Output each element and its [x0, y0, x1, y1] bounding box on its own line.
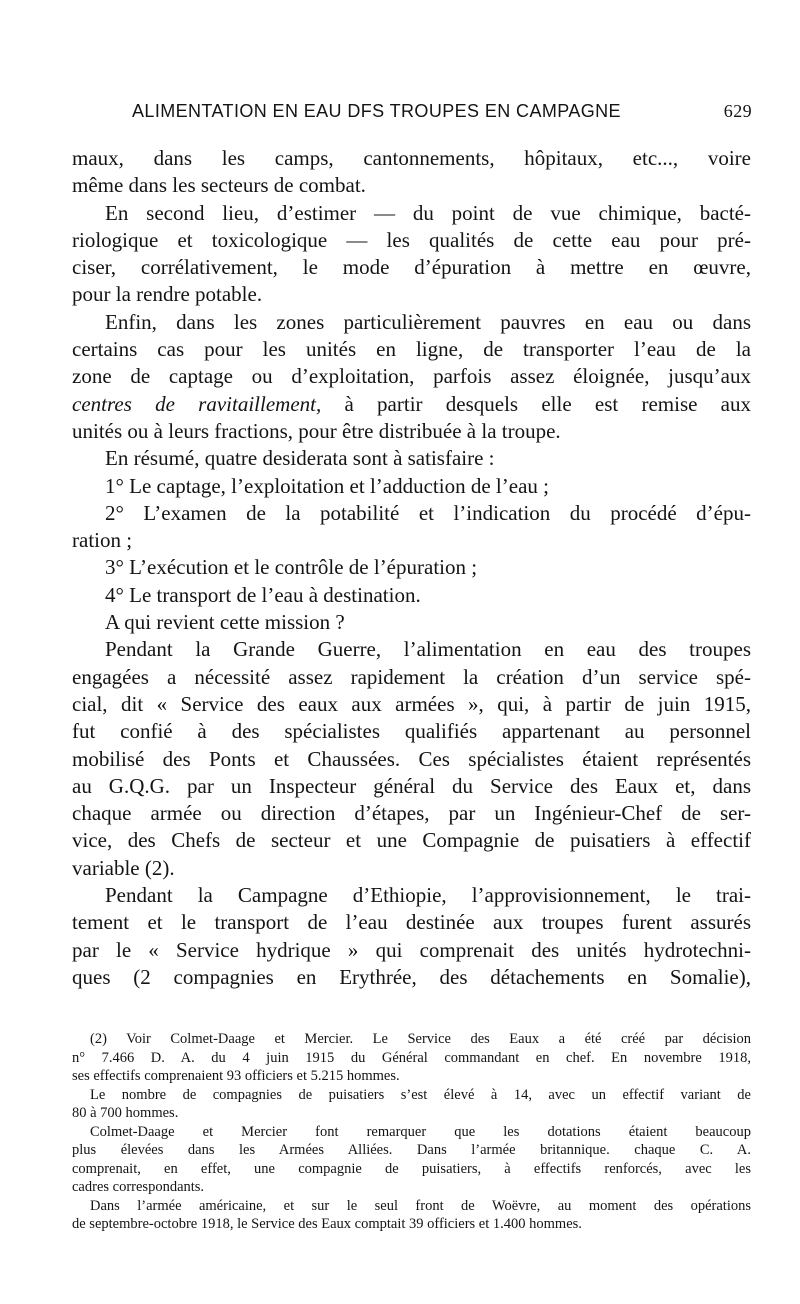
- text-line: vice, des Chefs de secteur et une Compagnie de puisatiers à effectif: [72, 828, 751, 853]
- text-line: ques (2 compagnies en Erythrée, des détachements en Somalie),: [72, 964, 751, 989]
- footnote-line: plus élevées dans les Armées Alliées. Dans l’armée britannique. chaque C. A.: [72, 1142, 751, 1158]
- text-line: fut confié à des spécialistes qualifiés appartenant au personnel: [72, 719, 751, 744]
- footnote-line: 80 à 700 hommes.: [72, 1105, 179, 1121]
- footnote-line: ses effectifs comprenaient 93 officiers et 5.215 hommes.: [72, 1068, 400, 1084]
- text-line: au G.Q.G. par un Inspecteur général du Service des Eaux et, dans: [72, 773, 751, 798]
- text-line: En résumé, quatre desiderata sont à satisfaire :: [105, 446, 495, 471]
- footnote-line: Le nombre de compagnies de puisatiers s’est élevé à 14, avec un effectif variant de: [90, 1086, 751, 1103]
- page-number: 629: [723, 101, 752, 121]
- text-line: En second lieu, d’estimer — du point de vue chimique, bacté-: [105, 200, 751, 225]
- main-text: [72, 145, 751, 991]
- footnote-line: de septembre-octobre 1918, le Service des Eaux comptait 39 officiers et 1.400 hommes.: [72, 1216, 582, 1232]
- line-text: à partir desquels elle est remise aux: [344, 391, 751, 416]
- footnote-line: Colmet-Daage et Mercier font remarquer que les dotations étaient beaucoup: [90, 1123, 751, 1140]
- text-line: 4° Le transport de l’eau à destination.: [105, 582, 421, 607]
- footnote-line: comprenait, en effet, une compagnie de puisatiers, à effectifs renforcés, avec les: [72, 1160, 751, 1177]
- text-line: ciser, corrélativement, le mode d’épuration à mettre en œuvre,: [72, 255, 751, 280]
- text-line: Enfin, dans les zones particulièrement pauvres en eau ou dans: [105, 309, 751, 334]
- text-line: A qui revient cette mission ?: [105, 610, 345, 635]
- text-line: Pendant la Grande Guerre, l’alimentation en eau des troupes: [105, 637, 751, 662]
- footnote-line: Dans l’armée américaine, et sur le seul front de Woëvre, au moment des opérations: [90, 1197, 751, 1214]
- text-line: certains cas pour les unités en ligne, de transporter l’eau de la: [72, 337, 751, 362]
- footnote-line: n° 7.466 D. A. du 4 juin 1915 du Général commandant en chef. En novembre 1918,: [72, 1049, 751, 1066]
- text-line: unités ou à leurs fractions, pour être distribuée à la troupe.: [72, 418, 561, 443]
- text-line: Pendant la Campagne d’Ethiopie, l’approvisionnement, le trai-: [105, 883, 751, 908]
- text-line: [72, 391, 751, 418]
- text-line: engagées a nécessité assez rapidement la création d’un service spé-: [72, 664, 751, 689]
- text-line: mobilisé des Ponts et Chaussées. Ces spécialistes étaient représentés: [72, 746, 751, 771]
- text-line: même dans les secteurs de combat.: [72, 173, 366, 198]
- running-head-title: ALIMENTATION EN EAU DFS TROUPES EN CAMPAGNE: [132, 101, 621, 121]
- text-line: pour la rendre potable.: [72, 282, 263, 307]
- text-line: variable (2).: [72, 855, 175, 880]
- text-line: zone de captage ou d’exploitation, parfois assez éloignée, jusqu’aux: [72, 364, 751, 389]
- text-line: tement et le transport de l’eau destinée aux troupes furent assurés: [72, 910, 751, 935]
- text-line: ration ;: [72, 528, 133, 553]
- text-line: maux, dans les camps, cantonnements, hôpitaux, etc..., voire: [72, 146, 751, 170]
- text-line: 3° L’exécution et le contrôle de l’épuration ;: [105, 555, 478, 580]
- text-line: chaque armée ou direction d’étapes, par un Ingénieur-Chef de ser-: [72, 801, 751, 826]
- text-line: riologique et toxicologique — les qualités de cette eau pour pré-: [72, 227, 751, 252]
- text-line: 2° L’examen de la potabilité et l’indication du procédé d’épu-: [105, 500, 751, 525]
- footnotes: [72, 1030, 751, 1234]
- footnote-line: cadres correspondants.: [72, 1179, 205, 1195]
- footnote-line: (2) Voir Colmet-Daage et Mercier. Le Service des Eaux a été créé par décision: [90, 1031, 751, 1047]
- text-line: cial, dit « Service des eaux aux armées », qui, à partir de juin 1915,: [72, 691, 751, 716]
- running-head: [132, 101, 752, 122]
- italic-phrase: centres de ravitaillement,: [72, 391, 322, 416]
- text-line: par le « Service hydrique » qui comprenait des unités hydrotechni-: [72, 937, 751, 962]
- text-line: 1° Le captage, l’exploitation et l’adduction de l’eau ;: [105, 473, 549, 498]
